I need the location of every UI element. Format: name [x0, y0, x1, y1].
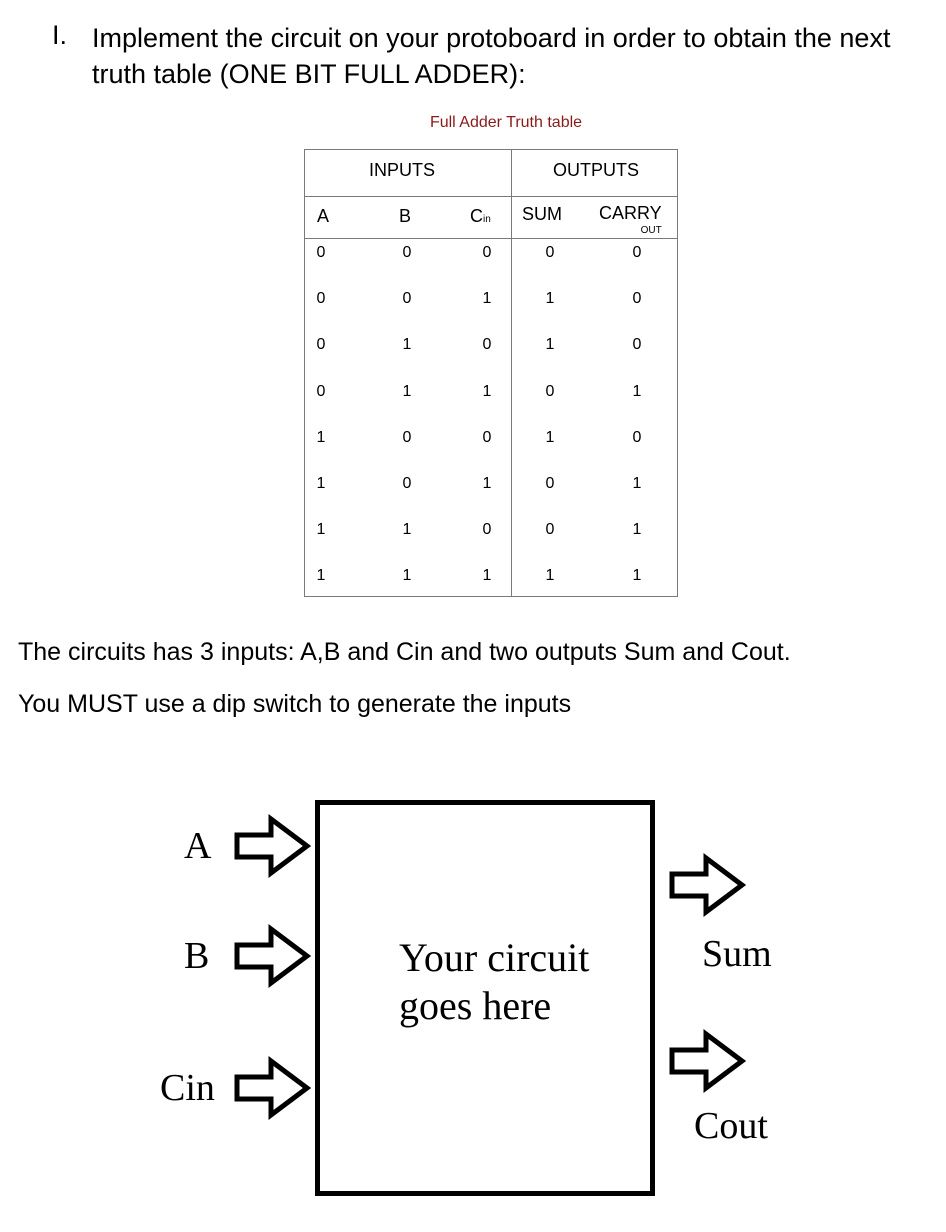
circuit-placeholder-line2: goes here [399, 983, 552, 1028]
table-cell: 1 [545, 567, 555, 585]
table-cell: 1 [482, 290, 492, 308]
input-arrow-cin-icon [233, 1056, 313, 1120]
table-cell: 0 [402, 244, 412, 261]
table-cell: 0 [316, 290, 326, 308]
table-cell: 0 [482, 521, 492, 539]
table-cell: 1 [316, 475, 326, 492]
input-arrow-a-icon [233, 814, 313, 878]
circuit-placeholder-line1: Your circuit [399, 935, 590, 980]
description-paragraph: The circuits has 3 inputs: A,B and Cin and two outputs Sum and Cout. [18, 638, 791, 666]
table-cell: 0 [402, 290, 412, 308]
table-cell: 1 [316, 428, 326, 446]
table-cell: 0 [316, 336, 326, 354]
question-text: Implement the circuit on your protoboard in order to obtain the next truth table (ONE BIT FULL ADDER): [92, 23, 891, 89]
table-cell: 0 [545, 382, 555, 400]
header-carry-main: CARRY [599, 203, 662, 223]
table-cell: 1 [545, 290, 555, 308]
table-cell: 0 [545, 521, 555, 539]
table-cell: 0 [316, 382, 326, 400]
header-cin-main: C [470, 206, 483, 226]
table-cell: 0 [482, 428, 492, 446]
table-cell: 1 [482, 567, 492, 585]
table-cell: 1 [632, 567, 642, 585]
header-cin [470, 206, 491, 227]
table-cell: 0 [316, 244, 326, 261]
table-cell: 0 [632, 428, 642, 446]
input-arrow-b-icon [233, 924, 313, 988]
output-arrow-cout-icon [668, 1029, 748, 1093]
table-cell: 1 [545, 428, 555, 446]
output-label-cout: Cout [694, 1105, 768, 1147]
input-label-b: B [184, 935, 210, 977]
question-number: I. [52, 20, 68, 50]
table-cell: 1 [402, 382, 412, 400]
circuit-placeholder-text [399, 934, 589, 1030]
table-cell: 1 [482, 475, 492, 492]
table-divider-vertical [511, 150, 512, 596]
header-inputs: INPUTS [369, 160, 436, 180]
table-cell: 0 [402, 428, 412, 446]
table-cell: 1 [402, 567, 412, 585]
input-label-cin: Cin [160, 1067, 215, 1109]
header-cin-sub: in [483, 214, 491, 225]
truth-table-title: Full Adder Truth table [429, 114, 583, 131]
header-sum: SUM [522, 204, 562, 224]
table-cell: 0 [482, 336, 492, 354]
table-cell: 0 [632, 336, 642, 354]
table-cell: 1 [545, 336, 555, 354]
table-cell: 0 [545, 475, 555, 492]
table-cell: 1 [632, 521, 642, 539]
table-cell: 0 [632, 290, 642, 308]
table-cell: 0 [632, 244, 642, 261]
table-cell: 1 [316, 567, 326, 585]
table-cell: 1 [482, 382, 492, 400]
instruction-paragraph: You MUST use a dip switch to generate the inputs [18, 690, 572, 718]
table-cell: 1 [632, 382, 642, 400]
header-carry [599, 204, 662, 240]
table-divider-group [305, 196, 677, 197]
table-cell: 1 [402, 336, 412, 354]
output-label-sum: Sum [702, 933, 772, 975]
header-outputs: OUTPUTS [553, 160, 640, 180]
output-arrow-sum-icon [668, 853, 748, 917]
table-cell: 0 [402, 475, 412, 492]
header-b: B [399, 206, 412, 226]
table-cell: 0 [482, 244, 492, 261]
header-carry-sub: OUT [640, 225, 662, 236]
table-cell: 1 [632, 475, 642, 492]
input-label-a: A [184, 825, 212, 867]
header-a: A [317, 206, 330, 226]
table-cell: 1 [316, 521, 326, 539]
table-cell: 1 [402, 521, 412, 539]
truth-table [304, 149, 678, 597]
table-cell: 0 [545, 244, 555, 261]
